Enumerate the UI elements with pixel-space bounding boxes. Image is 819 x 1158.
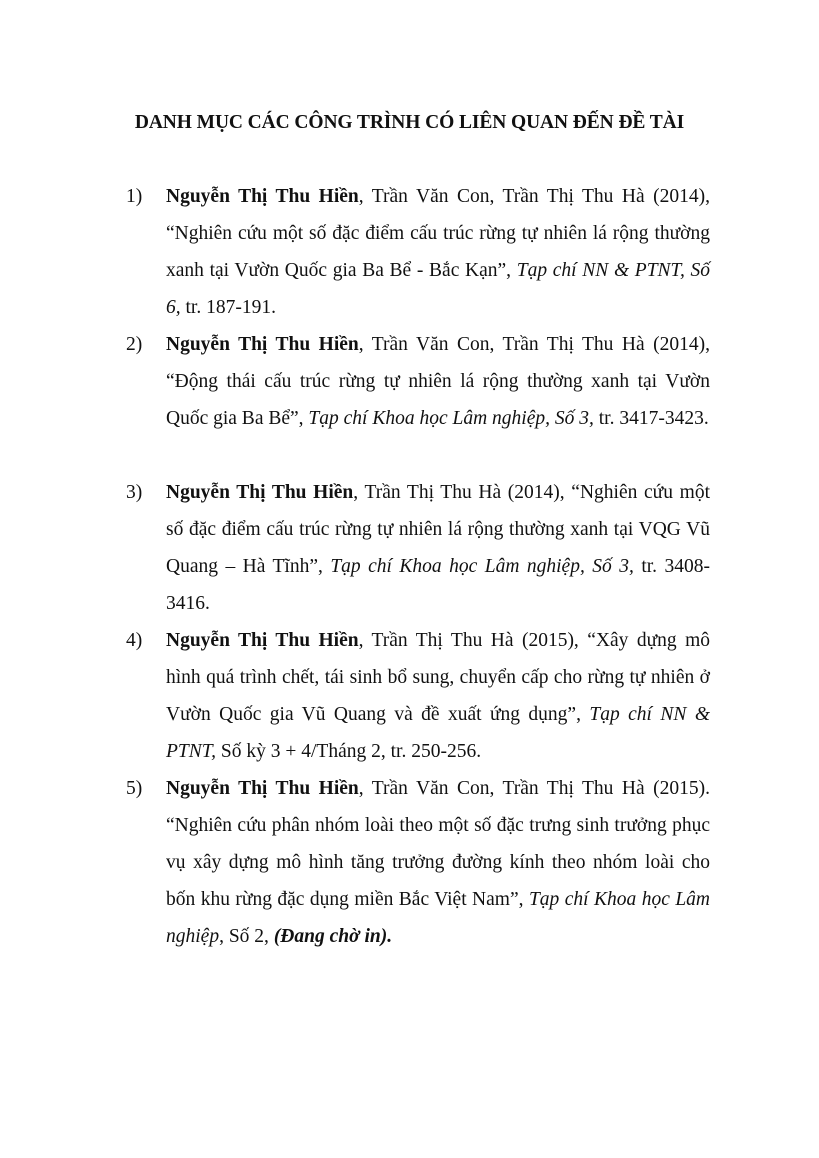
page-range: tr. 187-191. [180,297,276,318]
journal-name: Tạp chí NN & PTNT, [166,704,710,762]
citation-body: , Trần Văn Con, Trần Thị Thu Hà (2014), “Động thái cấu trúc rừng tự nhiên lá rộng thường xanh tại Vườn Quốc gia Ba Bể”, [166,334,710,429]
publication-citation [166,474,710,622]
lead-author: Nguyễn Thị Thu Hiền [166,186,359,207]
lead-author: Nguyễn Thị Thu Hiền [166,778,359,799]
citation-body: , Trần Văn Con, Trần Thị Thu Hà (2014), “Nghiên cứu một số đặc điểm cấu trúc rừng tự nhiên lá rộng thường xanh tại Vườn Quốc gia Ba Bể - Bắc Kạn”, [166,186,710,281]
publication-number: 1) [126,186,143,207]
lead-author: Nguyễn Thị Thu Hiền [166,334,359,355]
journal-name: Tạp chí Khoa học Lâm nghiệp, Số 3, [308,408,594,429]
page-range: tr. 3408-3416. [166,556,710,614]
journal-name: Tạp chí Khoa học Lâm nghiệp, Số 3, [330,556,634,577]
page-title: DANH MỤC CÁC CÔNG TRÌNH CÓ LIÊN QUAN ĐẾN ĐỀ TÀI [134,112,685,133]
journal-name: Tạp chí NN & PTNT, Số 6, [166,260,710,318]
page-range: , Số 2, [219,926,274,947]
publication-number: 4) [126,630,143,651]
publication-citation [166,770,710,955]
lead-author: Nguyễn Thị Thu Hiền [166,630,359,651]
page-range: tr. 3417-3423. [593,408,709,429]
publication-number: 3) [126,482,143,503]
citation-body: , Trần Thị Thu Hà (2014), “Nghiên cứu một số đặc điểm cấu trúc rừng tự nhiên lá rộng thường xanh tại VQG Vũ Quang – Hà Tĩnh”, [166,482,711,577]
journal-name: Tạp chí Khoa học Lâm nghiệp [166,889,710,947]
publication-status: (Đang chờ in). [273,926,393,947]
publication-citation [166,326,710,437]
page-range: Số kỳ 3 + 4/Tháng 2, tr. 250-256. [216,741,482,762]
citation-body: , Trần Thị Thu Hà (2015), “Xây dựng mô hình quá trình chết, tái sinh bổ sung, chuyển cấp cho rừng tự nhiên ở Vườn Quốc gia Vũ Quang và đề xuất ứng dụng”, [166,630,710,725]
lead-author: Nguyễn Thị Thu Hiền [166,482,354,503]
publication-citation [166,178,710,326]
publication-number: 2) [126,334,143,355]
publication-number: 5) [126,778,143,799]
publication-citation [166,622,710,770]
citation-body: , Trần Văn Con, Trần Thị Thu Hà (2015). “Nghiên cứu phân nhóm loài theo một số đặc trưng sinh trưởng phục vụ xây dựng mô hình tăng trưởng đường kính theo nhóm loài cho bốn khu rừng đặc dụng miền Bắc Việt Nam”, [166,778,710,910]
